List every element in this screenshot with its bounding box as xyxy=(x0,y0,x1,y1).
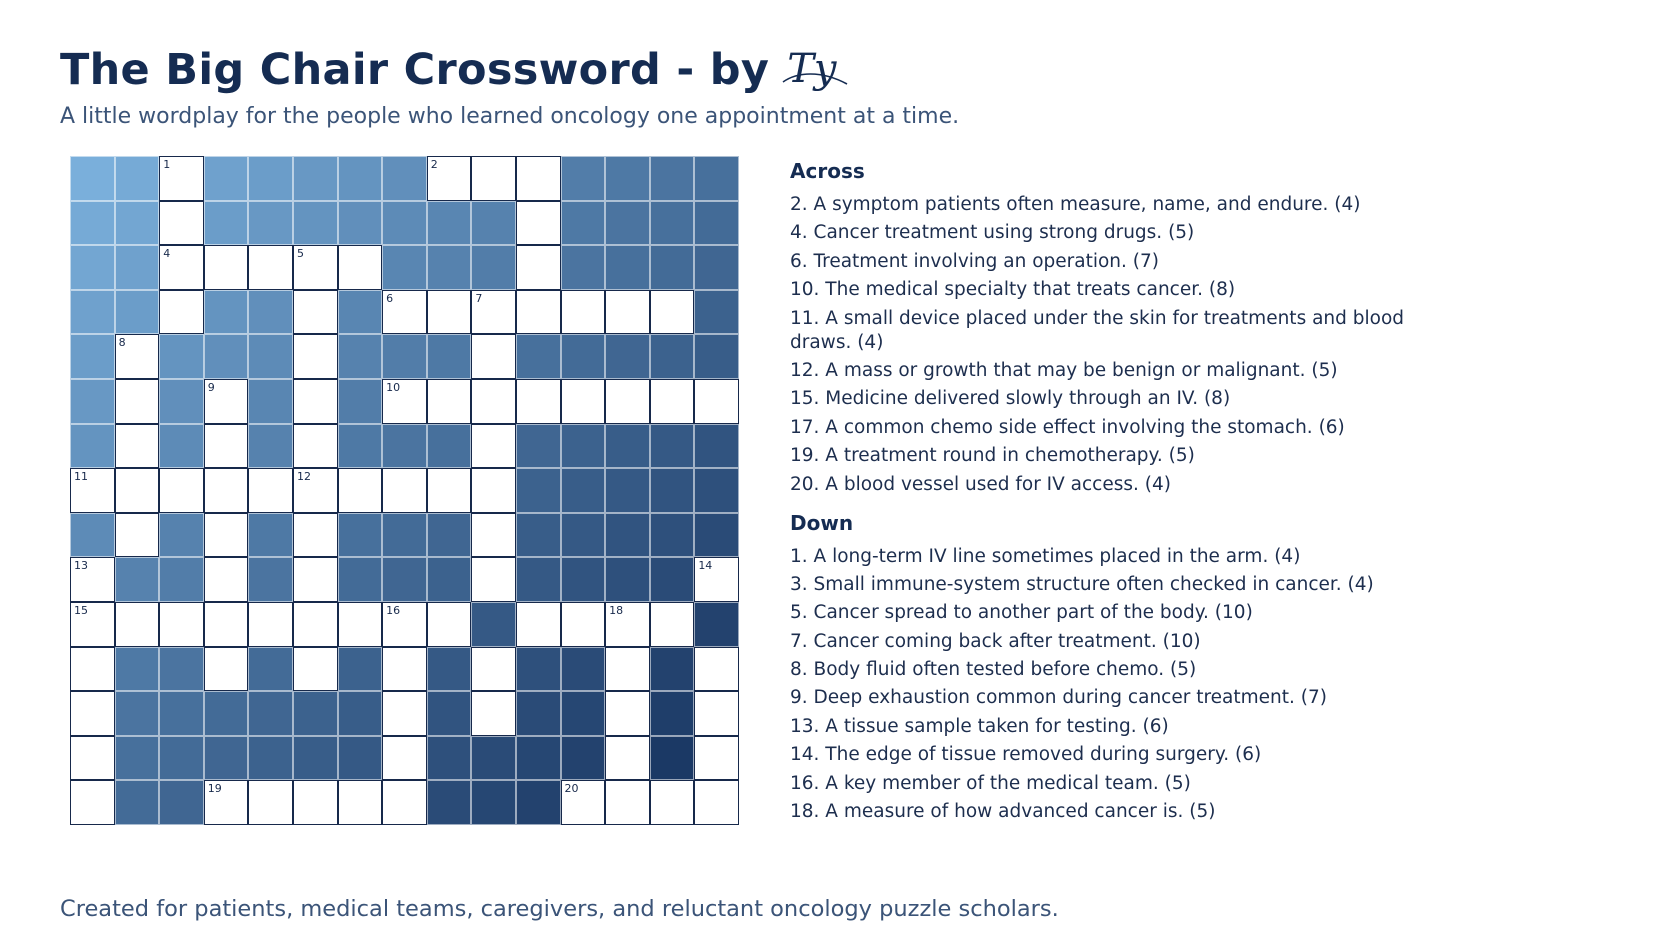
crossword-cell[interactable] xyxy=(427,290,472,335)
block-cell xyxy=(694,513,739,558)
block-cell xyxy=(694,424,739,469)
crossword-cell[interactable] xyxy=(516,201,561,246)
block-cell xyxy=(694,245,739,290)
across-clue[interactable]: 4. Cancer treatment using strong drugs. (5) xyxy=(790,222,1195,244)
block-cell xyxy=(159,379,204,424)
block-cell xyxy=(293,201,338,246)
crossword-cell[interactable] xyxy=(159,602,204,647)
block-cell xyxy=(204,691,249,736)
crossword-cell[interactable] xyxy=(605,691,650,736)
crossword-cell[interactable] xyxy=(70,468,115,513)
crossword-cell[interactable] xyxy=(70,557,115,602)
crossword-cell[interactable] xyxy=(650,290,695,335)
crossword-cell[interactable] xyxy=(471,647,516,692)
clues-panel xyxy=(790,158,1430,828)
crossword-cell[interactable] xyxy=(694,379,739,424)
across-clue[interactable]: 20. A blood vessel used for IV access. (4) xyxy=(790,473,1171,495)
cell-number: 18 xyxy=(609,603,624,617)
cell-number: 7 xyxy=(475,291,483,305)
block-cell xyxy=(204,334,249,379)
block-cell xyxy=(561,647,606,692)
crossword-cell[interactable] xyxy=(293,647,338,692)
across-clue[interactable]: 12. A mass or growth that may be benign or malignant. (5) xyxy=(790,359,1338,381)
crossword-cell[interactable] xyxy=(516,156,561,201)
crossword-cell[interactable] xyxy=(694,557,739,602)
crossword-cell[interactable] xyxy=(516,290,561,335)
header xyxy=(60,34,1612,129)
down-clue[interactable]: 5. Cancer spread to another part of the body. (10) xyxy=(790,602,1253,624)
block-cell xyxy=(382,557,427,602)
block-cell xyxy=(248,513,293,558)
block-cell xyxy=(338,557,383,602)
crossword-cell[interactable] xyxy=(159,290,204,335)
block-cell xyxy=(650,156,695,201)
block-cell xyxy=(70,424,115,469)
block-cell xyxy=(338,290,383,335)
crossword-cell[interactable] xyxy=(427,468,472,513)
crossword-cell[interactable] xyxy=(605,780,650,825)
crossword-cell[interactable] xyxy=(204,557,249,602)
block-cell xyxy=(605,245,650,290)
down-clue[interactable]: 1. A long-term IV line sometimes placed in the arm. (4) xyxy=(790,545,1301,567)
crossword-cell[interactable] xyxy=(293,468,338,513)
crossword-board xyxy=(70,156,739,825)
block-cell xyxy=(561,468,606,513)
signature-logo xyxy=(781,44,851,96)
cell-number: 9 xyxy=(207,380,215,394)
block-cell xyxy=(605,424,650,469)
crossword-cell[interactable] xyxy=(293,557,338,602)
crossword-cell[interactable] xyxy=(204,424,249,469)
block-cell xyxy=(650,468,695,513)
block-cell xyxy=(427,691,472,736)
crossword-cell[interactable] xyxy=(561,379,606,424)
across-section xyxy=(790,158,1430,497)
crossword-cell[interactable] xyxy=(516,245,561,290)
cell-number: 8 xyxy=(118,336,126,350)
block-cell xyxy=(427,334,472,379)
block-cell xyxy=(561,334,606,379)
block-cell xyxy=(650,424,695,469)
block-cell xyxy=(605,513,650,558)
crossword-cell[interactable] xyxy=(427,379,472,424)
crossword-cell[interactable] xyxy=(382,379,427,424)
crossword-cell[interactable] xyxy=(70,736,115,781)
block-cell xyxy=(382,245,427,290)
down-clue[interactable]: 8. Body fluid often tested before chemo. (5) xyxy=(790,659,1197,681)
crossword-cell[interactable] xyxy=(115,424,160,469)
block-cell xyxy=(248,736,293,781)
crossword-cell[interactable] xyxy=(561,780,606,825)
block-cell xyxy=(694,334,739,379)
block-cell xyxy=(159,424,204,469)
block-cell xyxy=(605,156,650,201)
crossword-cell[interactable] xyxy=(338,780,383,825)
crossword-cell[interactable] xyxy=(70,602,115,647)
page-subtitle: A little wordplay for the people who learned oncology one appointment at a time. xyxy=(60,104,960,129)
across-clue[interactable]: 17. A common chemo side effect involving the stomach. (6) xyxy=(790,416,1345,438)
cell-number: 14 xyxy=(698,559,713,573)
crossword-cell[interactable] xyxy=(293,602,338,647)
block-cell xyxy=(650,691,695,736)
crossword-cell[interactable] xyxy=(471,691,516,736)
down-clue[interactable]: 7. Cancer coming back after treatment. (10) xyxy=(790,630,1201,652)
crossword-cell[interactable] xyxy=(561,602,606,647)
block-cell xyxy=(605,334,650,379)
block-cell xyxy=(561,513,606,558)
crossword-cell[interactable] xyxy=(605,736,650,781)
crossword-cell[interactable] xyxy=(293,379,338,424)
cell-number: 1 xyxy=(163,158,171,171)
crossword-cell[interactable] xyxy=(650,602,695,647)
crossword-cell[interactable] xyxy=(204,379,249,424)
crossword-cell[interactable] xyxy=(204,780,249,825)
block-cell xyxy=(382,156,427,201)
block-cell xyxy=(115,156,160,201)
block-cell xyxy=(204,201,249,246)
crossword-cell[interactable] xyxy=(115,379,160,424)
down-heading: Down xyxy=(790,510,854,535)
title-row xyxy=(60,34,1612,96)
crossword-cell[interactable] xyxy=(204,468,249,513)
crossword-cell[interactable] xyxy=(159,156,204,201)
cell-number: 11 xyxy=(74,470,88,484)
across-clue[interactable]: 19. A treatment round in chemotherapy. (5) xyxy=(790,445,1195,467)
crossword-cell[interactable] xyxy=(650,379,695,424)
crossword-cell[interactable] xyxy=(382,468,427,513)
crossword-cell[interactable] xyxy=(382,647,427,692)
block-cell xyxy=(382,201,427,246)
block-cell xyxy=(516,647,561,692)
crossword-cell[interactable] xyxy=(427,602,472,647)
crossword-cell[interactable] xyxy=(382,780,427,825)
crossword-cell[interactable] xyxy=(382,290,427,335)
crossword-grid xyxy=(70,156,739,825)
block-cell xyxy=(115,245,160,290)
block-cell xyxy=(159,736,204,781)
crossword-cell[interactable] xyxy=(471,557,516,602)
crossword-cell[interactable] xyxy=(293,334,338,379)
crossword-cell[interactable] xyxy=(516,379,561,424)
crossword-cell[interactable] xyxy=(694,647,739,692)
block-cell xyxy=(561,691,606,736)
block-cell xyxy=(471,245,516,290)
block-cell xyxy=(561,736,606,781)
crossword-cell[interactable] xyxy=(694,780,739,825)
block-cell xyxy=(338,201,383,246)
block-cell xyxy=(338,156,383,201)
signature-text: Ty xyxy=(787,46,837,92)
block-cell xyxy=(204,290,249,335)
block-cell xyxy=(650,201,695,246)
block-cell xyxy=(516,334,561,379)
block-cell xyxy=(650,334,695,379)
block-cell xyxy=(204,156,249,201)
cell-number: 6 xyxy=(386,291,394,305)
block-cell xyxy=(561,424,606,469)
block-cell xyxy=(293,156,338,201)
block-cell xyxy=(471,201,516,246)
block-cell xyxy=(471,736,516,781)
block-cell xyxy=(471,602,516,647)
block-cell xyxy=(694,602,739,647)
cell-number: 13 xyxy=(74,559,88,573)
block-cell xyxy=(427,780,472,825)
crossword-cell[interactable] xyxy=(248,468,293,513)
block-cell xyxy=(159,334,204,379)
crossword-cell[interactable] xyxy=(293,245,338,290)
block-cell xyxy=(248,424,293,469)
cell-number: 16 xyxy=(386,603,401,617)
block-cell xyxy=(650,647,695,692)
block-cell xyxy=(70,290,115,335)
block-cell xyxy=(561,156,606,201)
block-cell xyxy=(516,513,561,558)
crossword-cell[interactable] xyxy=(516,602,561,647)
block-cell xyxy=(605,557,650,602)
crossword-cell[interactable] xyxy=(248,245,293,290)
block-cell xyxy=(338,647,383,692)
block-cell xyxy=(694,156,739,201)
crossword-cell[interactable] xyxy=(204,245,249,290)
block-cell xyxy=(248,557,293,602)
block-cell xyxy=(694,201,739,246)
crossword-cell[interactable] xyxy=(293,290,338,335)
block-cell xyxy=(694,468,739,513)
block-cell xyxy=(605,468,650,513)
crossword-cell[interactable] xyxy=(382,691,427,736)
crossword-cell[interactable] xyxy=(248,602,293,647)
crossword-cell[interactable] xyxy=(115,468,160,513)
block-cell xyxy=(338,691,383,736)
crossword-cell[interactable] xyxy=(338,468,383,513)
across-clue[interactable]: 6. Treatment involving an operation. (7) xyxy=(790,250,1159,272)
block-cell xyxy=(159,557,204,602)
block-cell xyxy=(70,156,115,201)
cell-number: 10 xyxy=(386,380,401,394)
cell-number: 5 xyxy=(296,247,304,261)
page-title: The Big Chair Crossword - by xyxy=(60,45,770,95)
cell-number: 20 xyxy=(564,782,579,796)
crossword-cell[interactable] xyxy=(382,602,427,647)
crossword-cell[interactable] xyxy=(293,513,338,558)
across-clue[interactable]: 15. Medicine delivered slowly through an IV. (8) xyxy=(790,388,1231,410)
block-cell xyxy=(338,513,383,558)
block-cell xyxy=(248,379,293,424)
block-cell xyxy=(516,780,561,825)
crossword-cell[interactable] xyxy=(694,691,739,736)
crossword-cell[interactable] xyxy=(471,424,516,469)
block-cell xyxy=(427,557,472,602)
crossword-cell[interactable] xyxy=(204,602,249,647)
crossword-cell[interactable] xyxy=(115,602,160,647)
crossword-cell[interactable] xyxy=(471,156,516,201)
down-clue[interactable]: 14. The edge of tissue removed during surgery. (6) xyxy=(790,744,1262,766)
across-clue[interactable]: 10. The medical specialty that treats cancer. (8) xyxy=(790,279,1236,301)
crossword-cell[interactable] xyxy=(159,201,204,246)
block-cell xyxy=(427,245,472,290)
block-cell xyxy=(650,557,695,602)
block-cell xyxy=(694,290,739,335)
block-cell xyxy=(293,736,338,781)
footer-note: Created for patients, medical teams, caregivers, and reluctant oncology puzzle scholars. xyxy=(60,896,1059,922)
crossword-cell[interactable] xyxy=(694,736,739,781)
block-cell xyxy=(159,780,204,825)
block-cell xyxy=(70,513,115,558)
block-cell xyxy=(516,424,561,469)
down-clue[interactable]: 13. A tissue sample taken for testing. (6) xyxy=(790,715,1169,737)
crossword-cell[interactable] xyxy=(427,156,472,201)
crossword-cell[interactable] xyxy=(204,647,249,692)
block-cell xyxy=(561,557,606,602)
crossword-cell[interactable] xyxy=(338,602,383,647)
block-cell xyxy=(248,156,293,201)
down-clue[interactable]: 9. Deep exhaustion common during cancer treatment. (7) xyxy=(790,687,1327,709)
block-cell xyxy=(471,780,516,825)
crossword-cell[interactable] xyxy=(159,245,204,290)
block-cell xyxy=(70,334,115,379)
across-clue[interactable]: 11. A small device placed under the skin for treatments and blood draws. (4) xyxy=(790,307,1405,353)
cell-number: 19 xyxy=(207,782,222,796)
cell-number: 15 xyxy=(74,603,88,617)
block-cell xyxy=(159,513,204,558)
block-cell xyxy=(204,736,249,781)
block-cell xyxy=(338,334,383,379)
across-clue[interactable]: 2. A symptom patients often measure, name, and endure. (4) xyxy=(790,194,1361,215)
block-cell xyxy=(115,736,160,781)
crossword-cell[interactable] xyxy=(159,468,204,513)
block-cell xyxy=(516,736,561,781)
down-clue[interactable]: 18. A measure of how advanced cancer is. (5) xyxy=(790,801,1216,823)
crossword-cell[interactable] xyxy=(338,245,383,290)
signature-flourish-icon xyxy=(781,44,851,96)
crossword-cell[interactable] xyxy=(471,513,516,558)
block-cell xyxy=(650,736,695,781)
crossword-cell[interactable] xyxy=(70,691,115,736)
crossword-cell[interactable] xyxy=(248,780,293,825)
block-cell xyxy=(248,691,293,736)
down-section xyxy=(790,510,1430,825)
across-heading: Across xyxy=(790,159,865,183)
block-cell xyxy=(382,334,427,379)
crossword-cell[interactable] xyxy=(293,424,338,469)
cell-number: 2 xyxy=(430,158,438,171)
block-cell xyxy=(115,201,160,246)
block-cell xyxy=(159,691,204,736)
block-cell xyxy=(70,379,115,424)
block-cell xyxy=(338,736,383,781)
block-cell xyxy=(115,557,160,602)
block-cell xyxy=(650,513,695,558)
crossword-cell[interactable] xyxy=(70,647,115,692)
block-cell xyxy=(248,334,293,379)
block-cell xyxy=(561,201,606,246)
crossword-cell[interactable] xyxy=(382,736,427,781)
block-cell xyxy=(427,424,472,469)
crossword-cell[interactable] xyxy=(293,780,338,825)
across-clue-list xyxy=(790,193,1430,497)
block-cell xyxy=(248,290,293,335)
block-cell xyxy=(115,647,160,692)
block-cell xyxy=(293,691,338,736)
crossword-cell[interactable] xyxy=(561,290,606,335)
crossword-cell[interactable] xyxy=(471,334,516,379)
block-cell xyxy=(427,513,472,558)
crossword-cell[interactable] xyxy=(115,513,160,558)
block-cell xyxy=(115,290,160,335)
block-cell xyxy=(427,736,472,781)
block-cell xyxy=(427,647,472,692)
block-cell xyxy=(516,691,561,736)
block-cell xyxy=(382,424,427,469)
block-cell xyxy=(338,379,383,424)
block-cell xyxy=(516,557,561,602)
crossword-cell[interactable] xyxy=(605,647,650,692)
block-cell xyxy=(338,424,383,469)
crossword-cell[interactable] xyxy=(605,290,650,335)
block-cell xyxy=(605,201,650,246)
block-cell xyxy=(561,245,606,290)
block-cell xyxy=(382,513,427,558)
crossword-cell[interactable] xyxy=(204,513,249,558)
crossword-cell[interactable] xyxy=(471,290,516,335)
crossword-cell[interactable] xyxy=(605,602,650,647)
block-cell xyxy=(248,201,293,246)
crossword-cell[interactable] xyxy=(115,334,160,379)
crossword-cell[interactable] xyxy=(70,780,115,825)
down-clue-list xyxy=(790,545,1430,825)
block-cell xyxy=(70,201,115,246)
block-cell xyxy=(650,245,695,290)
down-clue[interactable]: 3. Small immune-system structure often checked in cancer. (4) xyxy=(790,573,1374,595)
block-cell xyxy=(159,647,204,692)
block-cell xyxy=(70,245,115,290)
block-cell xyxy=(427,201,472,246)
block-cell xyxy=(248,647,293,692)
block-cell xyxy=(115,780,160,825)
down-clue[interactable]: 16. A key member of the medical team. (5) xyxy=(790,772,1191,794)
crossword-cell[interactable] xyxy=(471,468,516,513)
cell-number: 12 xyxy=(296,470,311,484)
crossword-cell[interactable] xyxy=(605,379,650,424)
crossword-cell[interactable] xyxy=(471,379,516,424)
cell-number: 4 xyxy=(163,247,171,261)
block-cell xyxy=(115,691,160,736)
crossword-cell[interactable] xyxy=(650,780,695,825)
block-cell xyxy=(516,468,561,513)
